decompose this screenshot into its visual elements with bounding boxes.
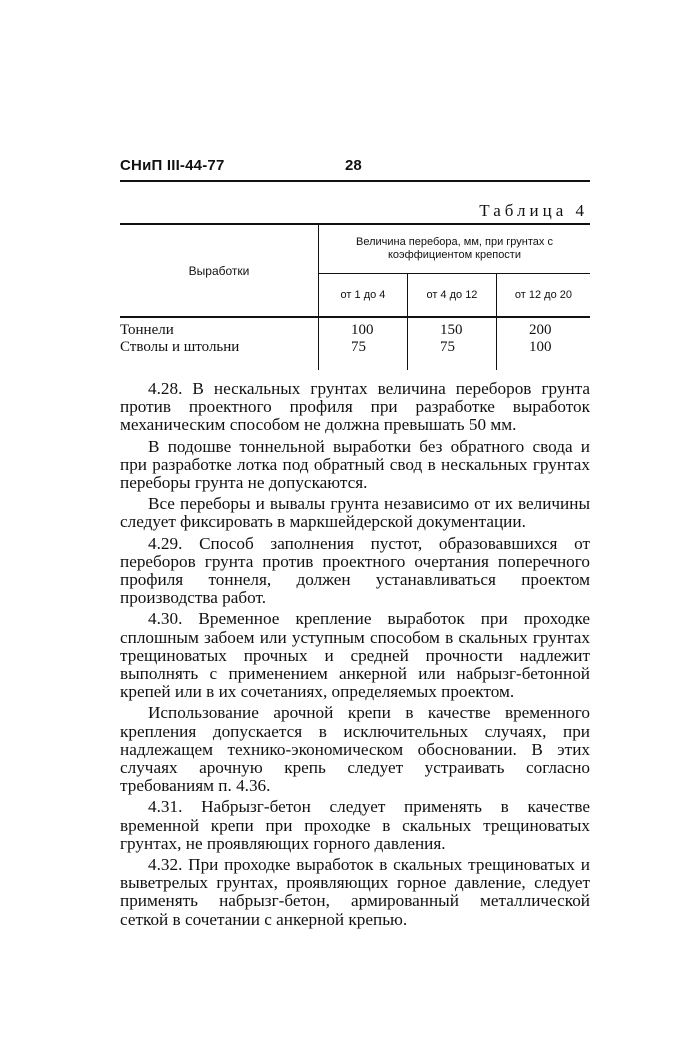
page-number: 28 [345,157,362,174]
paragraph [120,610,590,701]
page-header [120,157,590,179]
table-cell: 150 [407,317,496,339]
clause-number: 4.30. [148,609,183,629]
clause-number: 4.29. [148,533,183,553]
column-header: от 1 до 4 [319,274,408,318]
document-code: СНиП III-44-77 [120,157,225,174]
table-row [120,339,590,356]
body-text [120,380,590,932]
group-header: Величина перебора, мм, при грунтах с коэффициентом крепости [319,224,591,274]
clause-number: 4.32. [148,855,183,875]
paragraph [120,856,590,929]
row-header: Выработки [120,224,319,317]
paragraph [120,438,590,493]
data-table [120,223,590,370]
paragraph-text: Все переборы и вывалы грунта независимо от их величины следует фиксировать в маркшейдерской документации. [120,494,590,532]
clause-number: 4.28. [148,379,183,398]
table-cell: 100 [319,317,408,339]
paragraph-text: Временное крепление выработок при проходке сплошным забоем или уступным способом в скальных грунтах трещиноватых прочных и средней прочности надлежит выполнять с применением анкерной или набрызг-бетонной крепей или в их сочетаниях, определяемых проектом. [120,609,591,702]
paragraph-text: При проходке выработок в скальных трещиноватых и выветрелых грунтах, проявляющих горное давление, следует применять набрызг-бетон, армированный металлической сеткой в сочетании с анкерной крепью. [120,855,590,929]
table-cell: 100 [528,339,552,355]
header-rule [120,180,590,182]
paragraph [120,535,590,608]
row-label: Тоннели [120,317,319,339]
clause-number: 4.31. [148,797,183,817]
table-cell: 200 [528,322,552,338]
paragraph-text: Использование арочной крепи в качестве временного крепления допускается в исключительных случаях, при надлежащем технико-экономическом обосновании. В этих случаях арочную крепь следует устраивать согласно требованиям п. 4.36. [120,703,590,796]
paragraph-text: В подошве тоннельной выработки без обратного свода и при разработке лотка под обратный свод в нескальных грунтах переборы грунта не допускаются. [120,436,590,493]
paragraph [120,704,590,795]
paragraph [120,495,590,531]
paragraph-text: Способ заполнения пустот, образовавшихся от переборов грунта против проектного очертания поперечного профиля тоннеля, должен устанавливаться проектом производства работ. [120,533,590,608]
column-header: от 12 до 20 [496,274,590,318]
paragraph [120,380,590,435]
paragraph-text: В нескальных грунтах величина переборов грунта против проектного профиля при разработке выработок механическим способом не должна превышать 50 мм. [120,379,590,435]
table-row [120,317,590,339]
paragraph-text: Набрызг-бетон следует применять в качестве временной крепи при проходке в скальных трещиноватых грунтах, не проявляющих горного давления. [120,797,591,853]
column-header: от 4 до 12 [407,274,496,318]
table-cell: 75 [319,339,408,356]
paragraph [120,798,590,853]
table-cell: 75 [407,339,496,356]
row-label: Стволы и штольни [120,339,319,356]
table-caption: Таблица 4 [479,201,588,220]
